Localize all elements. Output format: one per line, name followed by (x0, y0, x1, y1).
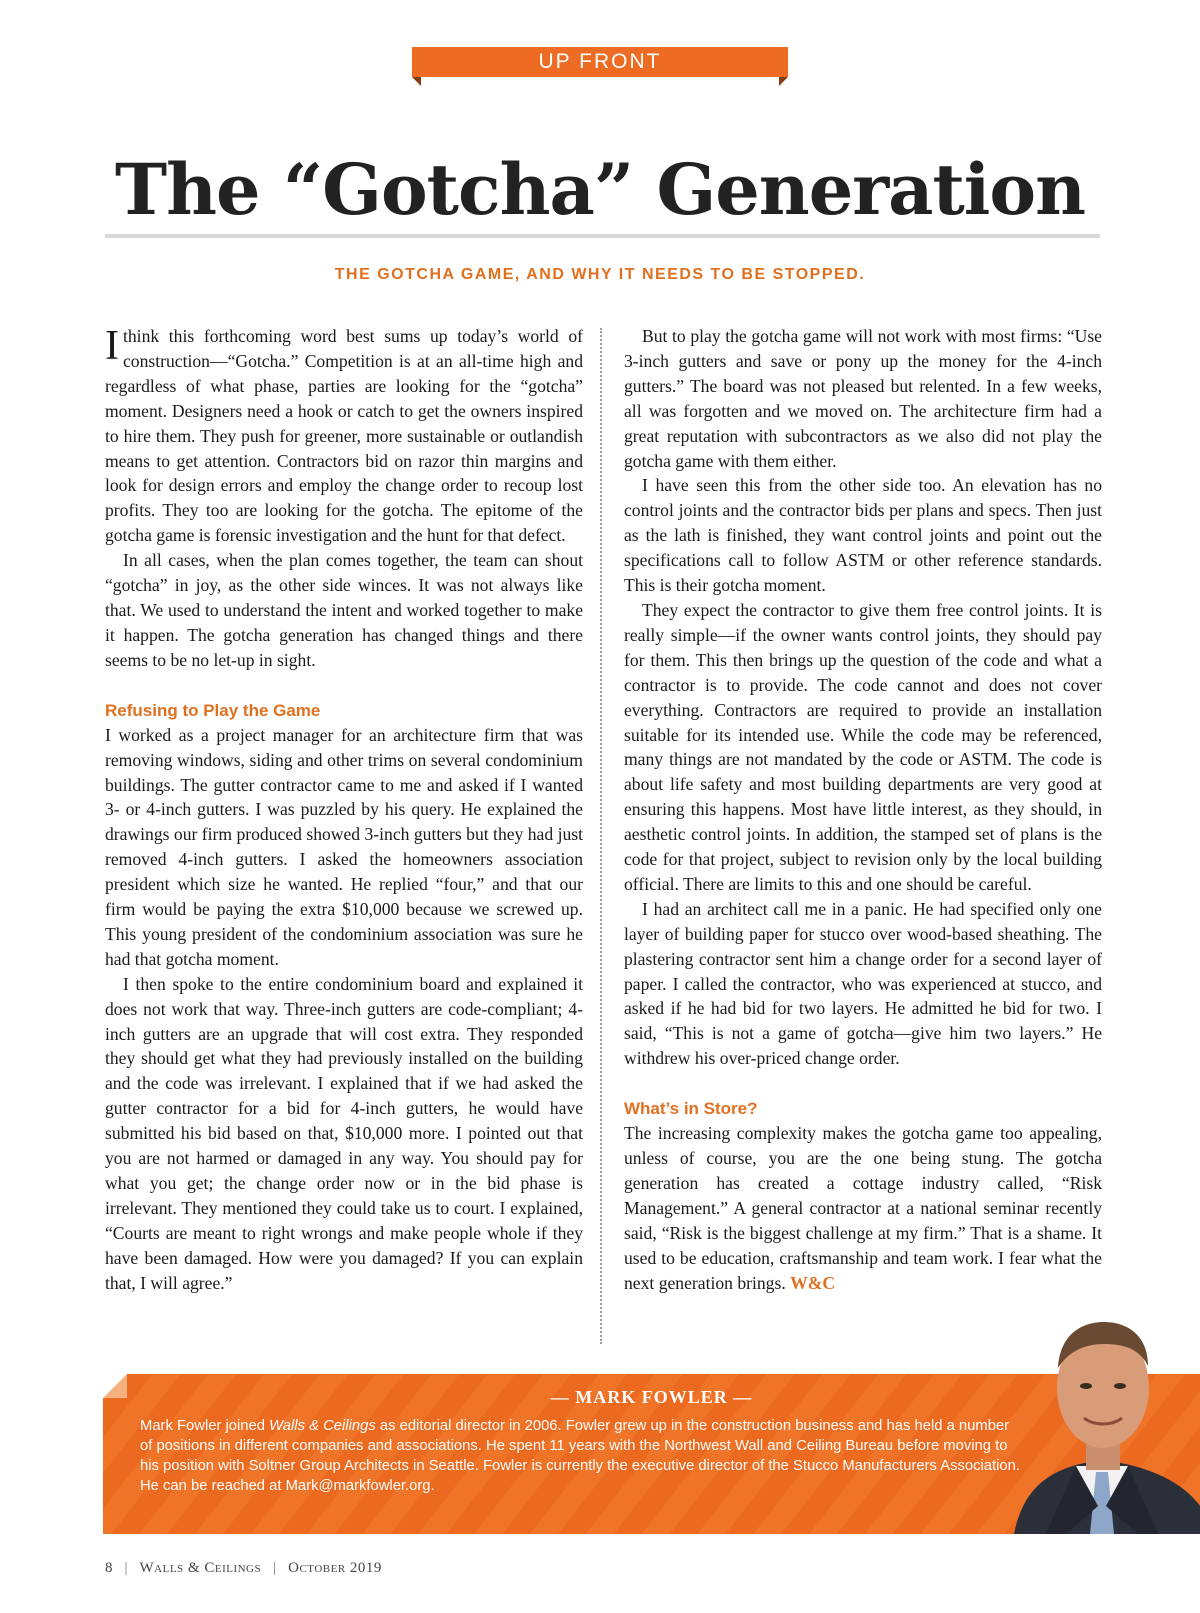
author-bio-text (140, 1416, 1020, 1496)
paragraph: I had an architect call me in a panic. He had specified only one layer of building paper for stucco over wood-based sheathing. The plastering contractor sent him a change order for a second layer of paper. I called the contractor, who was experienced at stucco, and asked if he had bid for two layers. He admitted he bid for two. I said, “This is not a game of gotcha—give him two layers.” He withdrew his over-priced change order. (624, 898, 1102, 1069)
footer-separator: | (273, 1560, 277, 1576)
article-headline: The “Gotcha” Generation (115, 148, 1085, 231)
paragraph-text: The increasing complexity makes the gotcha game too appealing, unless of course, you are the one being stung. The gotcha generation has created a cottage industry called, “Risk Management.” A general contractor at a national seminar recently said, “Risk is the biggest challenge at my firm.” That is a shame. It used to be education, craftsmanship and team work. I fear what the next generation brings. (624, 1123, 1102, 1293)
issue-date: October 2019 (288, 1560, 382, 1576)
bio-text-start: Mark Fowler joined (140, 1418, 270, 1434)
column-divider (600, 328, 602, 1344)
headline-rule (105, 234, 1100, 238)
paragraph: I then spoke to the entire condominium board and explained it does not work that way. Three-inch gutters are code-compliant; 4-inch gutters are an upgrade that will cost extra. They responded they should get what they had previously installed on the building and the code was irrelevant. I explained that if we had asked the gutter contractor for a bid for 4-inch gutters, he would have submitted his bid based on that, $10,000 more. I pointed out that you are not harmed or damaged in any way. You should pay for what you get; the change order now or in the bid phase is irrelevant. They mentioned they could take us to court. I explained, “Courts are meant to right wrongs and make people whole if they have been damaged. How were you damaged? If you can explain that, I will agree.” (105, 973, 583, 1293)
paragraph: I worked as a project manager for an architecture firm that was removing windows, siding and other trims on several condominium buildings. The gutter contractor came to me and asked if I wanted 3- or 4-inch gutters. I was puzzled by his query. He explained the drawings our firm produced showed 3-inch gutters but they had just removed 4-inch gutters. I asked the homeowners association president which size he wanted. He replied “four,” and that our firm would be paying the extra $10,000 because we screwed up. This young president of the condominium association was sure he had that gotcha moment. (105, 724, 583, 969)
paragraph: I have seen this from the other side too. An elevation has no control joints and the contractor bids per plans and specs. Then just as the lath is finished, they want control joints and point out the specifications call to follow ASTM or other reference standards. This is their gotcha moment. (624, 475, 1102, 596)
bio-text-end: as editorial director in 2006. Fowler grew up in the construction business and has held a number of positions in different companies and associations. He spent 11 years with the Northwest Wall and Ceiling Bureau before moving to his position with Soltner Group Architects in Seattle. Fowler is currently the executive director of the Stucco Manufacturers Association. He can be reached at Mark@markfowler.org. (140, 1418, 1021, 1494)
paragraph (105, 324, 583, 548)
paragraph: In all cases, when the plan comes together, the team can shout “gotcha” in joy, as the other side winces. It was not always like that. We used to understand the intent and worked together to make it happen. The gotcha generation has changed things and there seems to be no let-up in sight. (105, 550, 583, 670)
author-portrait (1006, 1306, 1200, 1534)
end-mark: W&C (790, 1272, 836, 1293)
left-column (105, 324, 583, 1296)
section-label: UP FRONT (412, 47, 788, 77)
page-number: 8 (105, 1560, 113, 1576)
footer-separator: | (124, 1560, 128, 1576)
page-footer (105, 1560, 382, 1577)
bio-publication: Walls & Ceilings (269, 1418, 376, 1434)
magazine-name: Walls & Ceilings (139, 1560, 262, 1576)
right-column (624, 324, 1102, 1296)
paragraph: They expect the contractor to give them free control joints. It is really simple—if the owner wants control joints, they should pay for them. This then brings up the question of the code and what a contractor is to provide. The code cannot and does not cover everything. Contractors are required to provide an installation suitable for its intended use. While the code may be referenced, many things are not mandated by the code or ASTM. The code is about life safety and most building departments are very good at ensuring this happens. Most have little interest, as they should, in aesthetic control joints. In addition, the stamped set of plans is the code for that project, subject to revision only by the local building official. There are limits to this and one should be careful. (624, 599, 1102, 894)
subheading-whats-in-store: What’s in Store? (624, 1099, 758, 1119)
author-portrait-illustration (1006, 1306, 1200, 1534)
paragraph: But to play the gotcha game will not work with most firms: “Use 3-inch gutters and save or pony up the money for the 4-inch gutters.” The board was not pleased but relented. In a few weeks, all was forgotten and we moved on. The architecture firm had a great reputation with subcontractors as we also did not play the gotcha game with them either. (624, 326, 1102, 471)
article-deck: THE GOTCHA GAME, AND WHY IT NEEDS TO BE STOPPED. (334, 266, 866, 283)
author-name: — MARK FOWLER — (550, 1387, 753, 1407)
paragraph (624, 1121, 1102, 1295)
paragraph-text: think this forthcoming word best sums up today’s world of construction—“Gotcha.” Competition is at an all-time high and regardless of what phase, parties are looking for the “gotcha” moment. Designers need a hook or catch to get the owners inspired to hire them. They push for greener, more sustainable or outlandish means to get attention. Contractors bid on razor thin margins and look for design errors and employ the change order to recoup lost profits. They too are looking for the gotcha. The epitome of the gotcha game is forensic investigation and the hunt for that defect. (105, 326, 583, 546)
drop-cap: I (105, 323, 119, 369)
subheading-refusing: Refusing to Play the Game (105, 700, 321, 720)
